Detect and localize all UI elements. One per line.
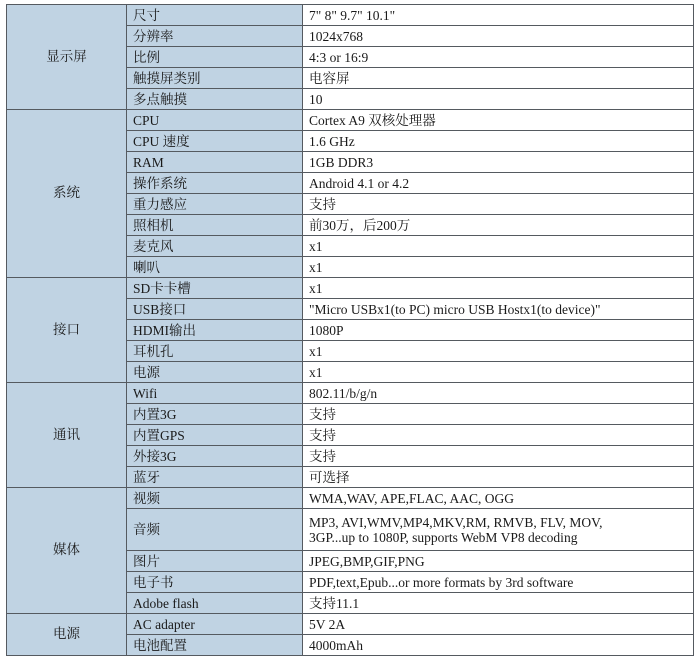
- spec-value: 802.11/b/g/n: [303, 383, 694, 404]
- spec-value: 前30万，后200万: [303, 215, 694, 236]
- spec-label: 比例: [127, 47, 303, 68]
- spec-label: 喇叭: [127, 257, 303, 278]
- spec-value: 可选择: [303, 467, 694, 488]
- spec-label: USB接口: [127, 299, 303, 320]
- spec-value: x1: [303, 362, 694, 383]
- spec-label: 分辨率: [127, 26, 303, 47]
- spec-value-line: 3GP...up to 1080P, supports WebM VP8 decoding: [309, 529, 578, 545]
- category-cell: 通讯: [7, 383, 127, 488]
- spec-label: 外接3G: [127, 446, 303, 467]
- spec-label: Adobe flash: [127, 593, 303, 614]
- spec-label: 操作系统: [127, 173, 303, 194]
- spec-label: 视频: [127, 488, 303, 509]
- spec-label: 蓝牙: [127, 467, 303, 488]
- table-row: [7, 488, 694, 509]
- spec-label: AC adapter: [127, 614, 303, 635]
- spec-value: 电容屏: [303, 68, 694, 89]
- spec-label: 内置GPS: [127, 425, 303, 446]
- spec-table: [6, 4, 694, 656]
- spec-value: JPEG,BMP,GIF,PNG: [303, 551, 694, 572]
- spec-value: 5V 2A: [303, 614, 694, 635]
- spec-label: 图片: [127, 551, 303, 572]
- spec-label: 音频: [127, 509, 303, 551]
- spec-value: WMA,WAV, APE,FLAC, AAC, OGG: [303, 488, 694, 509]
- spec-value: 支持11.1: [303, 593, 694, 614]
- spec-value: 4000mAh: [303, 635, 694, 656]
- category-cell: 系统: [7, 110, 127, 278]
- table-row: [7, 614, 694, 635]
- spec-value: x1: [303, 278, 694, 299]
- spec-value: [303, 509, 694, 551]
- spec-label: 多点触摸: [127, 89, 303, 110]
- spec-table-body: [7, 5, 694, 656]
- spec-value: 支持: [303, 425, 694, 446]
- spec-label: SD卡卡槽: [127, 278, 303, 299]
- spec-label: 麦克风: [127, 236, 303, 257]
- spec-value: PDF,text,Epub...or more formats by 3rd software: [303, 572, 694, 593]
- category-cell: 电源: [7, 614, 127, 656]
- table-row: [7, 110, 694, 131]
- spec-label: CPU 速度: [127, 131, 303, 152]
- spec-value: 1080P: [303, 320, 694, 341]
- spec-value: x1: [303, 257, 694, 278]
- table-row: [7, 278, 694, 299]
- spec-label: 重力感应: [127, 194, 303, 215]
- category-cell: 显示屏: [7, 5, 127, 110]
- spec-value: 7" 8" 9.7" 10.1": [303, 5, 694, 26]
- spec-label: 耳机孔: [127, 341, 303, 362]
- spec-value: 10: [303, 89, 694, 110]
- spec-label: RAM: [127, 152, 303, 173]
- spec-value: 支持: [303, 194, 694, 215]
- spec-label: Wifi: [127, 383, 303, 404]
- spec-label: 触摸屏类别: [127, 68, 303, 89]
- spec-label: 电子书: [127, 572, 303, 593]
- spec-value: 1024x768: [303, 26, 694, 47]
- spec-value: 支持: [303, 404, 694, 425]
- spec-value: 1GB DDR3: [303, 152, 694, 173]
- spec-label: 电池配置: [127, 635, 303, 656]
- spec-value: 支持: [303, 446, 694, 467]
- spec-value: 1.6 GHz: [303, 131, 694, 152]
- spec-value: x1: [303, 236, 694, 257]
- spec-value: x1: [303, 341, 694, 362]
- table-row: [7, 5, 694, 26]
- spec-label: 尺寸: [127, 5, 303, 26]
- spec-value-line: MP3, AVI,WMV,MP4,MKV,RM, RMVB, FLV, MOV,: [309, 514, 603, 530]
- spec-label: 照相机: [127, 215, 303, 236]
- spec-label: HDMI输出: [127, 320, 303, 341]
- spec-label: CPU: [127, 110, 303, 131]
- spec-value: 4:3 or 16:9: [303, 47, 694, 68]
- table-row: [7, 383, 694, 404]
- spec-label: 电源: [127, 362, 303, 383]
- spec-value: "Micro USBx1(to PC) micro USB Hostx1(to device)": [303, 299, 694, 320]
- category-cell: 接口: [7, 278, 127, 383]
- spec-value: Android 4.1 or 4.2: [303, 173, 694, 194]
- spec-label: 内置3G: [127, 404, 303, 425]
- spec-value: Cortex A9 双核处理器: [303, 110, 694, 131]
- category-cell: 媒体: [7, 488, 127, 614]
